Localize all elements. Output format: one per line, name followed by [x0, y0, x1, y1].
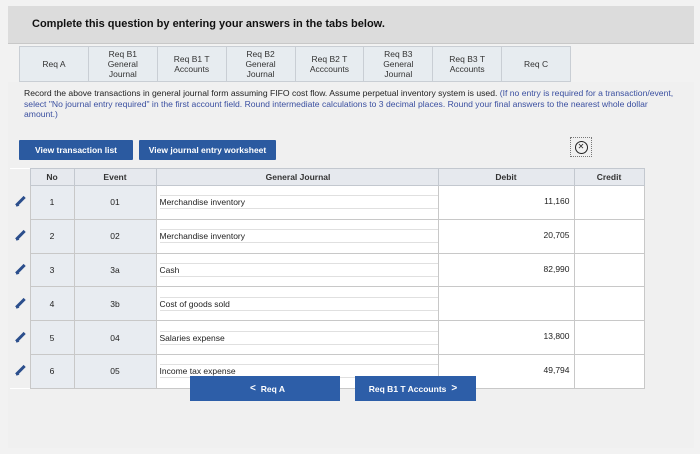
prev-req-a-button[interactable]: [190, 376, 340, 401]
row-event: 05: [74, 354, 156, 388]
requirement-tabs: [19, 46, 571, 82]
instructions-main: Record the above transactions in general journal form assuming FIFO cost flow. Assume perpetual inventory system is used.: [24, 88, 498, 98]
account-field[interactable]: [156, 186, 438, 220]
account-value: Merchandise inventory: [159, 197, 246, 208]
account-value: Cost of goods sold: [159, 298, 230, 309]
debit-field[interactable]: 13,800: [438, 321, 574, 355]
tab-req-c[interactable]: [502, 47, 570, 81]
next-label: Req B1 T Accounts: [368, 383, 447, 394]
account-field[interactable]: [156, 219, 438, 253]
account-value: Merchandise inventory: [159, 231, 246, 242]
tab-req-b2-t-accounts[interactable]: [296, 47, 365, 81]
table-row: [10, 186, 644, 220]
tab-label: General: [383, 59, 414, 69]
tab-req-b1-t-accounts[interactable]: [158, 47, 227, 81]
tab-label: Req B2 T: [311, 54, 348, 64]
row-event: 3a: [74, 253, 156, 287]
question-title: Complete this question by entering your answers in the tabs below.: [32, 18, 385, 30]
tab-label: Req B2: [246, 49, 275, 59]
credit-field[interactable]: [574, 186, 644, 220]
tab-label: Req B1: [108, 49, 137, 59]
account-value: Income tax expense: [159, 366, 236, 377]
next-req-b1-t-accounts-button[interactable]: [355, 376, 476, 401]
close-button[interactable]: [570, 137, 592, 157]
debit-field[interactable]: 20,705: [438, 219, 574, 253]
tab-label: Journal: [384, 69, 413, 79]
credit-field[interactable]: [574, 321, 644, 355]
row-no: 6: [30, 354, 74, 388]
row-event: 04: [74, 321, 156, 355]
header-no: No: [30, 169, 74, 186]
credit-field[interactable]: [574, 354, 644, 388]
instructions-note: (If no entry is required for a transaction/event, select "No journal entry required" in the first account field. Round intermediate calculations to 3 decimal places. Round your final answers to the nearest whole dollar amount.): [24, 88, 674, 119]
general-journal-table: [10, 168, 645, 389]
row-event: 02: [74, 219, 156, 253]
debit-field[interactable]: 49,794: [438, 354, 574, 388]
tab-label: Journal: [246, 69, 275, 79]
edit-row-button[interactable]: [10, 186, 30, 220]
tab-label: Req C: [524, 59, 549, 69]
tab-label: Req B1 T: [173, 54, 210, 64]
edit-row-button[interactable]: [10, 321, 30, 355]
edit-row-button[interactable]: [10, 287, 30, 321]
view-journal-worksheet-button[interactable]: View journal entry worksheet: [139, 140, 276, 160]
header-general-journal: General Journal: [156, 169, 438, 186]
credit-field[interactable]: [574, 219, 644, 253]
pencil-column-header: [10, 169, 30, 186]
row-no: 2: [30, 219, 74, 253]
edit-row-button[interactable]: [10, 219, 30, 253]
tab-req-b1-general-journal[interactable]: [89, 47, 158, 81]
row-no: 3: [30, 253, 74, 287]
pencil-icon: [15, 264, 25, 274]
tab-label: Req B3: [384, 49, 413, 59]
tab-label: General: [107, 59, 138, 69]
pencil-icon: [15, 332, 25, 342]
tab-label: Accounts: [174, 64, 210, 74]
account-field[interactable]: [156, 321, 438, 355]
table-header-row: [10, 169, 644, 186]
prev-label: Req A: [260, 383, 286, 394]
tab-req-b3-t-accounts[interactable]: [433, 47, 502, 81]
debit-field[interactable]: 82,990: [438, 253, 574, 287]
question-header: [8, 6, 694, 44]
instructions: [24, 88, 674, 120]
account-value: Salaries expense: [159, 332, 225, 343]
chevron-right-icon: >: [451, 383, 458, 394]
account-field[interactable]: [156, 253, 438, 287]
table-row: [10, 287, 644, 321]
account-value: Cash: [159, 264, 180, 275]
header-debit: Debit: [438, 169, 574, 186]
debit-field[interactable]: 11,160: [438, 186, 574, 220]
pencil-icon: [15, 230, 25, 240]
header-event: Event: [74, 169, 156, 186]
tab-label: Accounts: [449, 64, 485, 74]
chevron-left-icon: <: [249, 383, 256, 394]
table-row: [10, 321, 644, 355]
table-row: [10, 253, 644, 287]
credit-field[interactable]: [574, 287, 644, 321]
close-symbol: ✕: [577, 142, 585, 151]
tab-label: Journal: [108, 69, 137, 79]
row-no: 5: [30, 321, 74, 355]
table-row: [10, 219, 644, 253]
row-no: 4: [30, 287, 74, 321]
account-field[interactable]: [156, 287, 438, 321]
row-event: 01: [74, 186, 156, 220]
pencil-icon: [15, 365, 25, 375]
pencil-icon: [15, 298, 25, 308]
view-transaction-list-button[interactable]: View transaction list: [19, 140, 133, 160]
edit-row-button[interactable]: [10, 253, 30, 287]
tab-req-b2-general-journal[interactable]: [227, 47, 296, 81]
row-no: 1: [30, 186, 74, 220]
tab-req-b3-general-journal[interactable]: [364, 47, 433, 81]
credit-field[interactable]: [574, 253, 644, 287]
pencil-icon: [15, 196, 25, 206]
tab-label: Req B3 T: [449, 54, 486, 64]
close-icon: [575, 141, 588, 154]
edit-row-button[interactable]: [10, 354, 30, 388]
header-credit: Credit: [574, 169, 644, 186]
tab-label: Req A: [42, 59, 66, 69]
tab-req-a[interactable]: [20, 47, 89, 81]
row-event: 3b: [74, 287, 156, 321]
tab-label: Acccounts: [309, 64, 350, 74]
debit-field[interactable]: [438, 287, 574, 321]
tab-label: General: [245, 59, 276, 69]
